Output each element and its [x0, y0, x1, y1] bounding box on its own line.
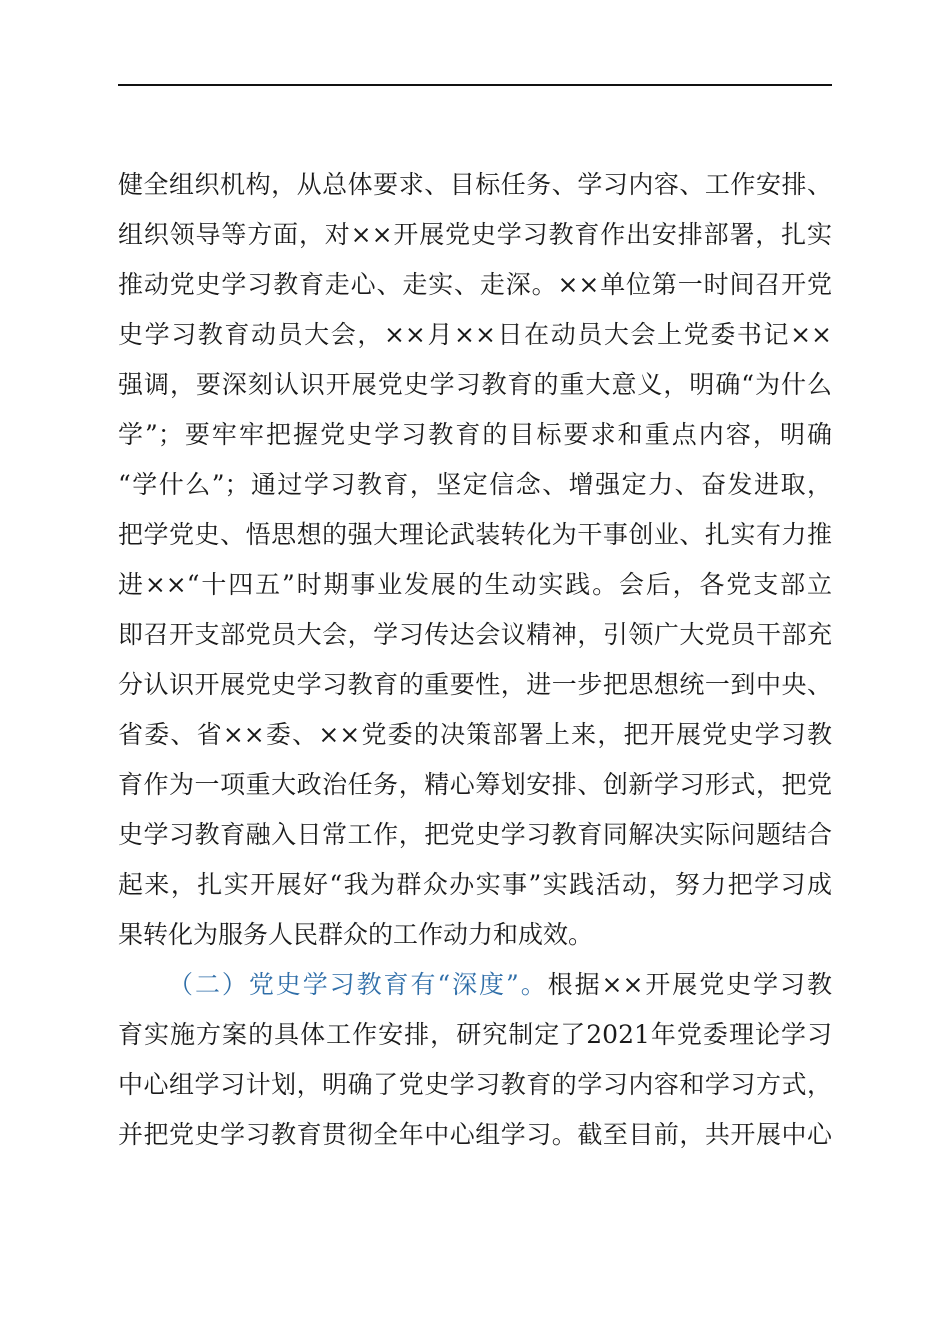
paragraph-line: 中心组学习计划，明确了党史学习教育的学习内容和学习方式， — [118, 1070, 832, 1099]
body-text — [118, 160, 832, 1160]
paragraph-line: 强调，要深刻认识开展党史学习教育的重大意义，明确“为什么 — [118, 370, 832, 399]
paragraph-line: 把学党史、悟思想的强大理论武装转化为干事创业、扎实有力推 — [118, 520, 832, 549]
paragraph-line: 育作为一项重大政治任务，精心筹划安排、创新学习形式，把党 — [118, 770, 832, 799]
paragraph-1 — [118, 160, 832, 960]
paragraph-line: 健全组织机构，从总体要求、目标任务、学习内容、工作安排、 — [118, 170, 832, 199]
paragraph-2 — [118, 960, 832, 1160]
paragraph-line: 进××“十四五”时期事业发展的生动实践。会后，各党支部立 — [118, 570, 832, 599]
paragraph-line-rest: 根据××开展党史学习教 — [547, 970, 832, 999]
paragraph-line: 省委、省××委、××党委的决策部署上来，把开展党史学习教 — [118, 720, 832, 749]
paragraph-line: 并把党史学习教育贯彻全年中心组学习。截至目前，共开展中心 — [118, 1120, 832, 1149]
paragraph-line: 组织领导等方面，对××开展党史学习教育作出安排部署，扎实 — [118, 220, 832, 249]
paragraph-line: 学”；要牢牢把握党史学习教育的目标要求和重点内容，明确 — [118, 420, 832, 449]
paragraph-line: 起来，扎实开展好“我为群众办实事”实践活动，努力把学习成 — [118, 870, 832, 899]
paragraph-line: 分认识开展党史学习教育的重要性，进一步把思想统一到中央、 — [118, 670, 832, 699]
paragraph-line: 史学习教育融入日常工作，把党史学习教育同解决实际问题结合 — [118, 820, 832, 849]
header-rule — [118, 84, 832, 86]
paragraph-first-line — [118, 960, 832, 1010]
paragraph-line: 育实施方案的具体工作安排，研究制定了2021年党委理论学习 — [118, 1020, 832, 1049]
section-heading: （二）党史学习教育有“深度”。 — [168, 970, 548, 999]
paragraph-line: 史学习教育动员大会，××月××日在动员大会上党委书记×× — [118, 320, 832, 349]
paragraph-line: 果转化为服务人民群众的工作动力和成效。 — [118, 920, 594, 949]
paragraph-line: 推动党史学习教育走心、走实、走深。××单位第一时间召开党 — [118, 270, 832, 299]
paragraph-line: 即召开支部党员大会，学习传达会议精神，引领广大党员干部充 — [118, 620, 832, 649]
paragraph-line: “学什么”；通过学习教育，坚定信念、增强定力、奋发进取， — [118, 470, 832, 499]
